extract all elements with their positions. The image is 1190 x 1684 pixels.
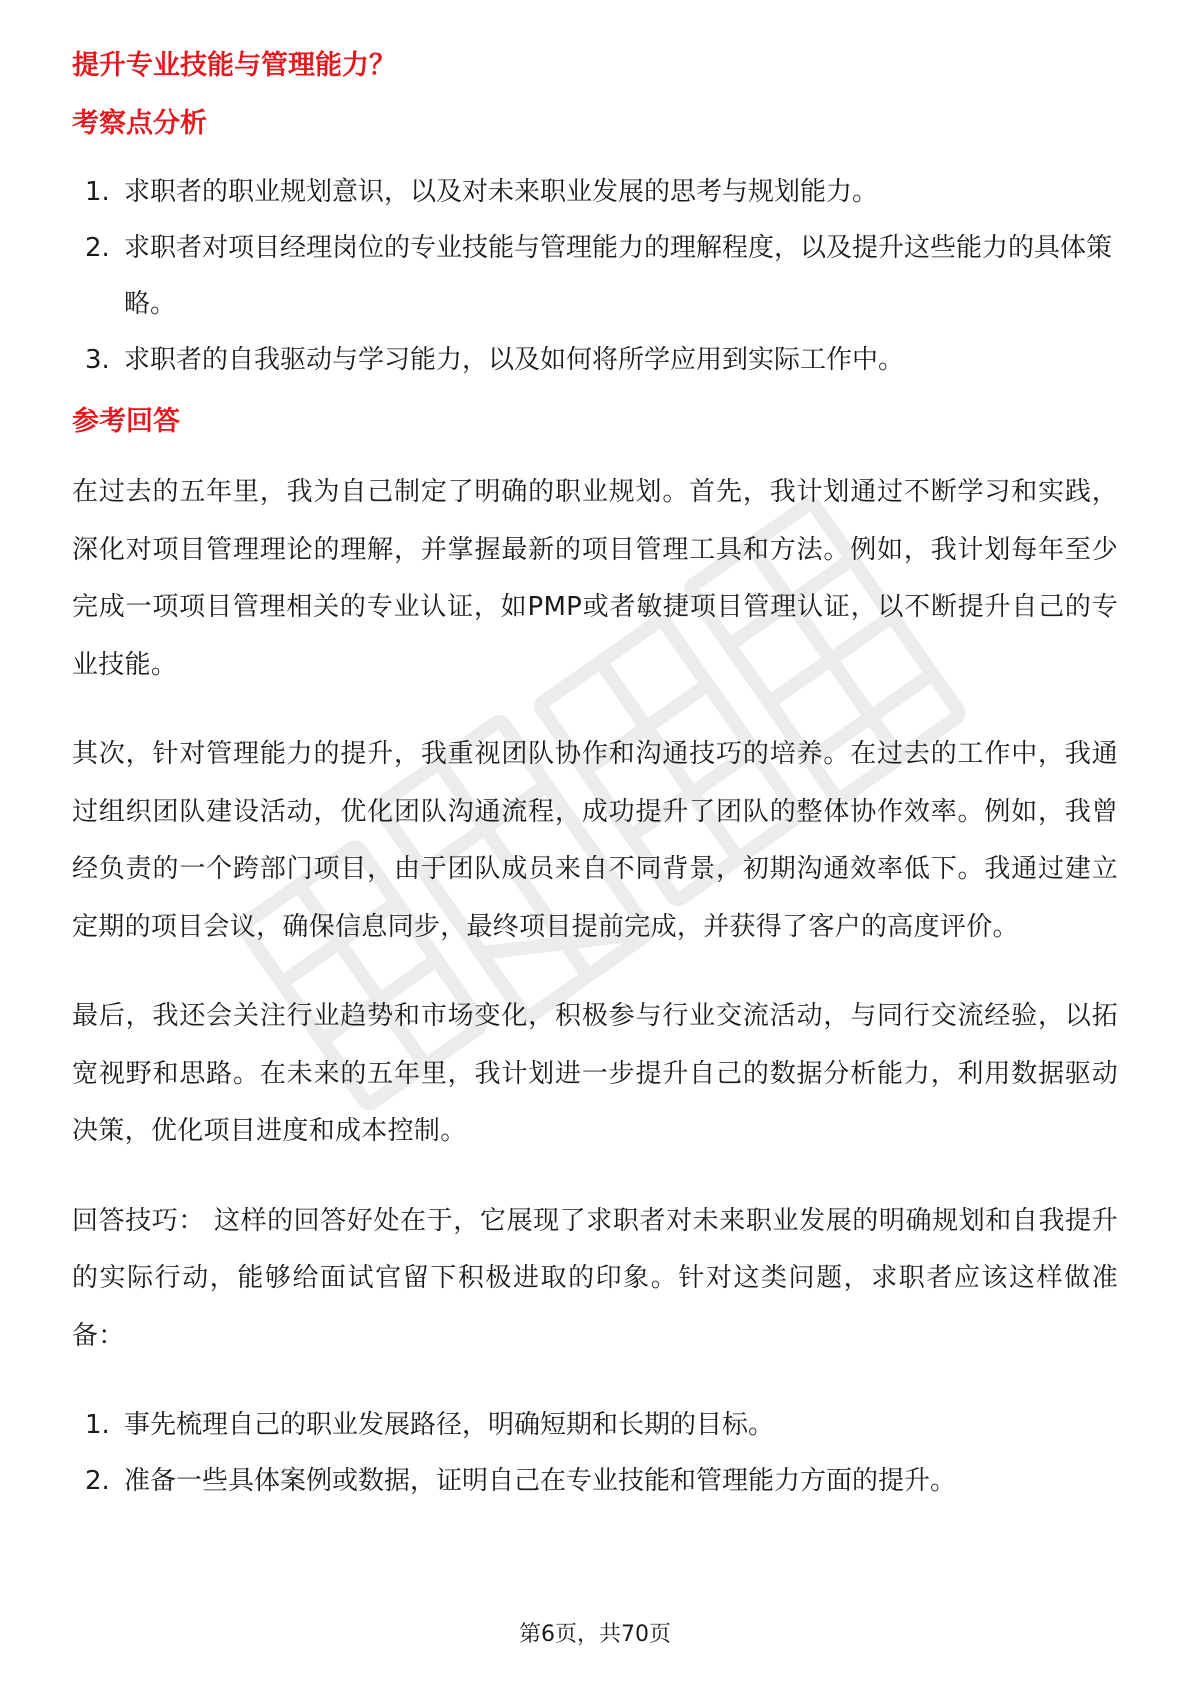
analysis-heading: 考察点分析 — [72, 108, 207, 139]
answer-paragraph: 在过去的五年里，我为自己制定了明确的职业规划。首先，我计划通过不断学习和实践，深化对项目管理理论的理解，并掌握最新的项目管理工具和方法。例如，我计划每年至少完成一项项目管理相关的专业认证，如PMP或者敏捷项目管理认证，以不断提升自己的专业技能。 — [72, 477, 1118, 680]
list-item-text: 求职者的自我驱动与学习能力，以及如何将所学应用到实际工作中。 — [124, 345, 905, 375]
question-title: 提升专业技能与管理能力？ — [72, 50, 396, 81]
document-content — [72, 46, 1118, 1509]
list-item-text: 准备一些具体案例或数据，证明自己在专业技能和管理能力方面的提升。 — [124, 1466, 957, 1496]
list-item-number: 3. — [85, 345, 110, 375]
page-footer: 第6页，共70页 — [519, 1622, 671, 1647]
answer-heading: 参考回答 — [72, 406, 180, 437]
list-item — [72, 220, 1118, 332]
list-item-number: 2. — [85, 1466, 110, 1496]
list-item-text: 事先梳理自己的职业发展路径，明确短期和长期的目标。 — [124, 1410, 775, 1440]
analysis-list — [72, 164, 1118, 388]
list-item-number: 2. — [85, 233, 110, 263]
list-item-text: 求职者的职业规划意识，以及对未来职业发展的思考与规划能力。 — [124, 177, 879, 207]
tips-paragraph: 回答技巧： 这样的回答好处在于，它展现了求职者对未来职业发展的明确规划和自我提升的实际行动，能够给面试官留下积极进取的印象。针对这类问题，求职者应该这样做准备： — [72, 1205, 1118, 1351]
list-item — [72, 1397, 1118, 1453]
answer-paragraph: 其次，针对管理能力的提升，我重视团队协作和沟通技巧的培养。在过去的工作中，我通过组织团队建设活动，优化团队沟通流程，成功提升了团队的整体协作效率。例如，我曾经负责的一个跨部门项目，由于团队成员来自不同背景，初期沟通效率低下。我通过建立定期的项目会议，确保信息同步，最终项目提前完成，并获得了客户的高度评价。 — [72, 739, 1118, 942]
list-item — [72, 1453, 1118, 1509]
list-item-number: 1. — [85, 1410, 110, 1440]
tips-list — [72, 1397, 1118, 1509]
list-item — [72, 164, 1118, 220]
list-item — [72, 332, 1118, 388]
list-item-number: 1. — [85, 177, 110, 207]
list-item-text: 求职者对项目经理岗位的专业技能与管理能力的理解程度，以及提升这些能力的具体策略。 — [124, 233, 1113, 319]
answer-paragraph: 最后，我还会关注行业趋势和市场变化，积极参与行业交流活动，与同行交流经验，以拓宽视野和思路。在未来的五年里，我计划进一步提升自己的数据分析能力，利用数据驱动决策，优化项目进度和成本控制。 — [72, 1001, 1118, 1146]
